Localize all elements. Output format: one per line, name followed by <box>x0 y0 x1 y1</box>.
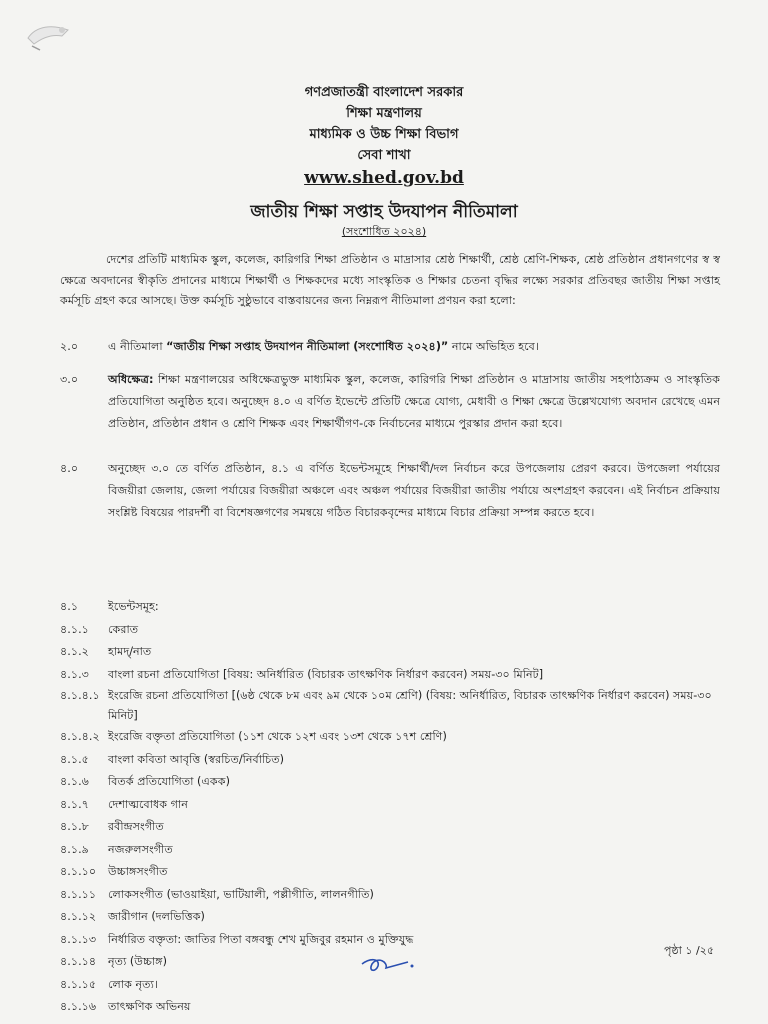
list-item-number: ৪.১ <box>60 600 79 613</box>
list-item-text: দেশাত্মবোধক গান <box>108 797 188 811</box>
section-text: অনুচ্ছেদ ৩.০ তে বর্ণিত প্রতিষ্ঠান, ৪.১ এ বর্ণিত ইভেন্টসমূহে শিক্ষার্থী/দল নির্বাচন করে উপজেলায় প্রেরণ করবে। উপজেলা পর্যায়ের বিজয়ীরা জেলায়, জেলা পর্যায়ের বিজয়ীরা অঞ্চলে এবং অঞ্চল পর্যায়ের বিজয়ীরা জাতীয় পর্যায়ে অংশগ্রহণ করবেন। এই নির্বাচন প্রক্রিয়ায় সংশ্লিষ্ট বিষয়ের পারদর্শী বা বিশেষজ্ঞগণের সমন্বয়ে গঠিত বিচারকবৃন্দের মাধ্যমে বিচার প্রক্রিয়া সম্পন্ন করতে হবে। <box>108 462 720 519</box>
list-item <box>60 839 720 862</box>
header-ministry: শিক্ষা মন্ত্রণালয় <box>346 106 422 121</box>
list-item <box>60 749 720 772</box>
list-item-number: ৪.১.৮ <box>60 820 89 833</box>
list-item-number: ৪.১.১১ <box>60 887 97 901</box>
list-item-number: ৪.১.৫ <box>60 752 89 766</box>
list-item-number: ৪.১.৪.২ <box>60 730 100 743</box>
header-branch: সেবা শাখা <box>357 148 411 163</box>
list-item-number: ৪.১.৭ <box>60 797 89 811</box>
website-link[interactable]: www.shed.gov.bd <box>304 168 464 188</box>
header-government: গণপ্রজাতন্ত্রী বাংলাদেশ সরকার <box>304 85 464 100</box>
section-3 <box>60 369 720 435</box>
list-item <box>60 771 720 794</box>
list-item-number: ৪.১.১ <box>60 622 89 636</box>
section-4 <box>60 458 720 524</box>
list-item <box>60 686 720 726</box>
list-item-number: ৪.১.১৫ <box>60 977 97 991</box>
list-item-text: রবীন্দ্রসংগীত <box>108 820 164 833</box>
list-item-text: উচ্চাঙ্গসংগীত <box>108 865 168 878</box>
list-item-number: ৪.১.৬ <box>60 775 89 788</box>
list-item <box>60 929 720 952</box>
list-item <box>60 906 720 929</box>
document-header <box>0 82 768 190</box>
section-text: এ নীতিমালা “জাতীয় শিক্ষা সপ্তাহ উদযাপন নীতিমালা (সংশোধিত ২০২৪)” নামে অভিহিত হবে। <box>108 340 539 353</box>
list-item-number: ৪.১.১৩ <box>60 932 97 946</box>
header-division: মাধ্যমিক ও উচ্চ শিক্ষা বিভাগ <box>309 127 459 142</box>
list-item <box>60 664 720 687</box>
list-item-number: ৪.১.৩ <box>60 667 89 681</box>
list-item-text: বিতর্ক প্রতিযোগিতা (একক) <box>108 775 230 788</box>
signature-icon <box>358 950 418 980</box>
list-item-text: নজরুলসংগীত <box>108 842 173 856</box>
list-item-number: ৪.১.২ <box>60 645 89 658</box>
list-item-text: বাংলা কবিতা আবৃত্তি (স্বরচিত/নির্বাচিত) <box>108 752 284 766</box>
document-title: জাতীয় শিক্ষা সপ্তাহ উদযাপন নীতিমালা <box>250 202 518 222</box>
section-number: ৩.০ <box>60 373 79 386</box>
list-item-text: কেরাত <box>108 622 139 636</box>
section-text: অধিক্ষেত্র: শিক্ষা মন্ত্রণালয়ের অধিক্ষেত্রভুক্ত মাধ্যমিক স্কুল, কলেজ, কারিগরি শিক্ষা প্রতিষ্ঠান ও মাদ্রাসায় জাতীয় সহপাঠ্যক্রম ও সাংস্কৃতিক প্রতিযোগিতা অনুষ্ঠিত হবে। অনুচ্ছেদ ৪.০ এ বর্ণিত ইভেন্টে প্রতিটি ক্ষেত্রে যোগ্য, মেধাবী ও শিক্ষা ক্ষেত্রে উল্লেখযোগ্য অবদান রেখেছে এমন প্রতিষ্ঠান, প্রতিষ্ঠান প্রধান ও শ্রেণি শিক্ষক এবং শিক্ষার্থীগণ-কে নির্বাচনের মাধ্যমে পুরস্কার প্রদান করা হবে। <box>108 373 720 430</box>
list-item-text: লোকসংগীত (ভাওয়াইয়া, ভাটিয়ালী, পল্লীগীতি, লালনগীতি) <box>108 887 374 901</box>
section-number: ৪.০ <box>60 462 79 475</box>
document-subtitle: (সংশোধিত ২০২৪) <box>341 225 427 238</box>
list-item <box>60 794 720 817</box>
list-item <box>60 641 720 664</box>
stamp-mark-icon <box>22 16 82 60</box>
list-item <box>60 816 720 839</box>
page-number: পৃষ্ঠা ১ /২৫ <box>664 944 714 957</box>
intro-paragraph: দেশের প্রতিটি মাধ্যমিক স্কুল, কলেজ, কারিগরি শিক্ষা প্রতিষ্ঠান ও মাদ্রাসার শ্রেষ্ঠ শিক্ষার্থী, শ্রেষ্ঠ শ্রেণি-শিক্ষক, শ্রেষ্ঠ প্রতিষ্ঠান প্রধানগণের স্ব স্ব ক্ষেত্রে অবদানের স্বীকৃতি প্রদানের মাধ্যমে শিক্ষার্থী ও শিক্ষকদের মধ্যে সাংস্কৃতিক ও শিক্ষার চেতনা বৃদ্ধির লক্ষ্যে সরকার প্রতিবছর জাতীয় শিক্ষা সপ্তাহ কর্মসূচি গ্রহণ করে আসছে। উক্ত কর্মসূচি সুষ্ঠুভাবে বাস্তবায়নের জন্য নিম্নরূপ নীতিমালা প্রণয়ন করা হলো: <box>60 253 720 307</box>
section-number: ২.০ <box>60 340 79 353</box>
list-item-text: নৃত্য (উচ্চাঙ্গ) <box>108 955 167 968</box>
list-item-text: জারীগান (দলভিত্তিক) <box>108 910 205 923</box>
list-item-text: ইংরেজি বক্তৃতা প্রতিযোগিতা (১১শ থেকে ১২শ এবং ১৩শ থেকে ১৭শ শ্রেণি) <box>108 730 447 743</box>
list-item-text: ইংরেজি রচনা প্রতিযোগিতা [(৬ষ্ঠ থেকে ৮ম এবং ৯ম থেকে ১০ম শ্রেণি) (বিষয়: অনির্ধারিত, বিচারক তাৎক্ষণিক নির্ধারণ করবেন) সময়-৩০ মিনিট] <box>108 689 712 722</box>
list-item-number: ৪.১.১৪ <box>60 955 97 968</box>
list-item <box>60 596 720 619</box>
list-item-number: ৪.১.১২ <box>60 910 97 923</box>
list-item-number: ৪.১.৯ <box>60 842 89 856</box>
list-item-text: ইভেন্টসমূহ: <box>108 600 159 613</box>
section-2 <box>60 336 720 358</box>
list-item-number: ৪.১.৪.১ <box>60 689 100 702</box>
list-item-number: ৪.১.১৬ <box>60 1000 97 1013</box>
list-item-number: ৪.১.১০ <box>60 865 97 878</box>
list-item <box>60 726 720 749</box>
list-item-text: তাৎক্ষণিক অভিনয় <box>108 1000 191 1013</box>
list-item-text: বাংলা রচনা প্রতিযোগিতা [বিষয়: অনির্ধারিত (বিচারক তাৎক্ষণিক নির্ধারণ করবেন) সময়-৩০ মিনিট] <box>108 667 544 681</box>
list-item-text: হামদ্/নাত <box>108 645 152 658</box>
list-item <box>60 996 720 1019</box>
list-item-text: লোক নৃত্য। <box>108 977 158 991</box>
list-item-text: নির্ধারিত বক্তৃতা: জাতির পিতা বঙ্গবন্ধু শেখ মুজিবুর রহমান ও মুক্তিযুদ্ধ <box>108 932 414 946</box>
list-item <box>60 884 720 907</box>
list-item <box>60 861 720 884</box>
list-item <box>60 619 720 642</box>
